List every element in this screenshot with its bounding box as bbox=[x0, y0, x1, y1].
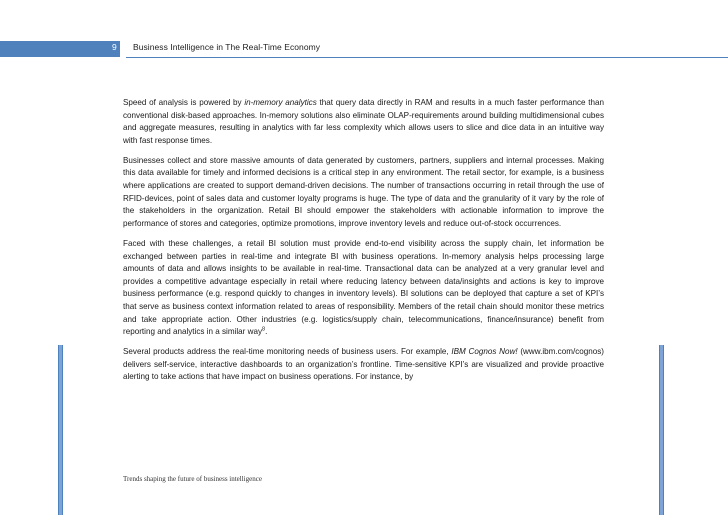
emphasis-ibm-cognos-now: IBM Cognos Now! bbox=[451, 347, 518, 357]
right-margin-bar-highlight bbox=[660, 345, 663, 515]
page-number: 9 bbox=[112, 42, 117, 52]
footer-text: Trends shaping the future of business intelligence bbox=[123, 475, 262, 483]
paragraph-1: Speed of analysis is powered by in-memory analytics that query data directly in RAM and results in a much faster performance than conventional disk-based approaches. In-memory solutions also eliminate OLAP-requirements around building multidimensional cubes and aggregate measures, resulting in analytics with far less complexity which allows users to slice and dice data in an intuitive way with fast response times. bbox=[123, 98, 604, 145]
paragraph-3: Faced with these challenges, a retail BI solution must provide end-to-end visibility across the supply chain, let information be exchanged between parties in real-time and integrate BI with business operations. In-memory analysis helps processing large amounts of data and allows insights to be available in real-time. Transactional data can be analyzed at a very granular level and provides a competitive advantage especially in retail where reducing latency between data/insights and actions is key to improve business performance (e.g. respond quickly to changes in inventory levels). BI solutions can be deployed that capture a set of KPI’s that serve as business context information related to areas of responsibility. Members of the retail chain should monitor these metrics and take appropriate action. Other industries (e.g. logistics/supply chain, telecommunications, finance/insurance) benefit from reporting and analytics in a similar way$^8$. bbox=[123, 238, 604, 337]
paragraph-4: Several products address the real-time monitoring needs of business users. For example, IBM Cognos Now! (www.ibm.com/cognos) delivers self-service, interactive dashboards to an organization’s frontline. Time-sensitive KPI’s are visualized and provide proactive alerting to take actions that have impact on business operations. For instance, by bbox=[123, 347, 605, 382]
footnote-marker[interactable]: 8 bbox=[262, 326, 266, 333]
paragraph-2: Businesses collect and store massive amounts of data generated by customers, partners, suppliers and internal processes. Making this data available for timely and informed decisions is a critical step in any environment. The retail sector, for example, is a business where applications are created to support demand-driven decisions. The number of transactions occurring in retail through the use of RFID-devices, point of sales data and customer loyalty programs is huge. The type of data and the granularity of it vary by the role of the stakeholders in the organization. Retail BI should empower the stakeholders with actionable information to improve the performance of stores and categories, optimize promotions, improve inventory levels and reduce out-of-stock occurrences. bbox=[123, 155, 604, 228]
emphasis-in-memory-analytics: in-memory analytics bbox=[244, 98, 317, 107]
header-rule bbox=[126, 57, 728, 58]
header-divider bbox=[121, 41, 126, 57]
body-text bbox=[123, 97, 604, 391]
header-title: Business Intelligence in The Real-Time Economy bbox=[133, 42, 321, 52]
left-margin-bar-highlight bbox=[59, 345, 62, 515]
page-number-box bbox=[0, 41, 120, 57]
